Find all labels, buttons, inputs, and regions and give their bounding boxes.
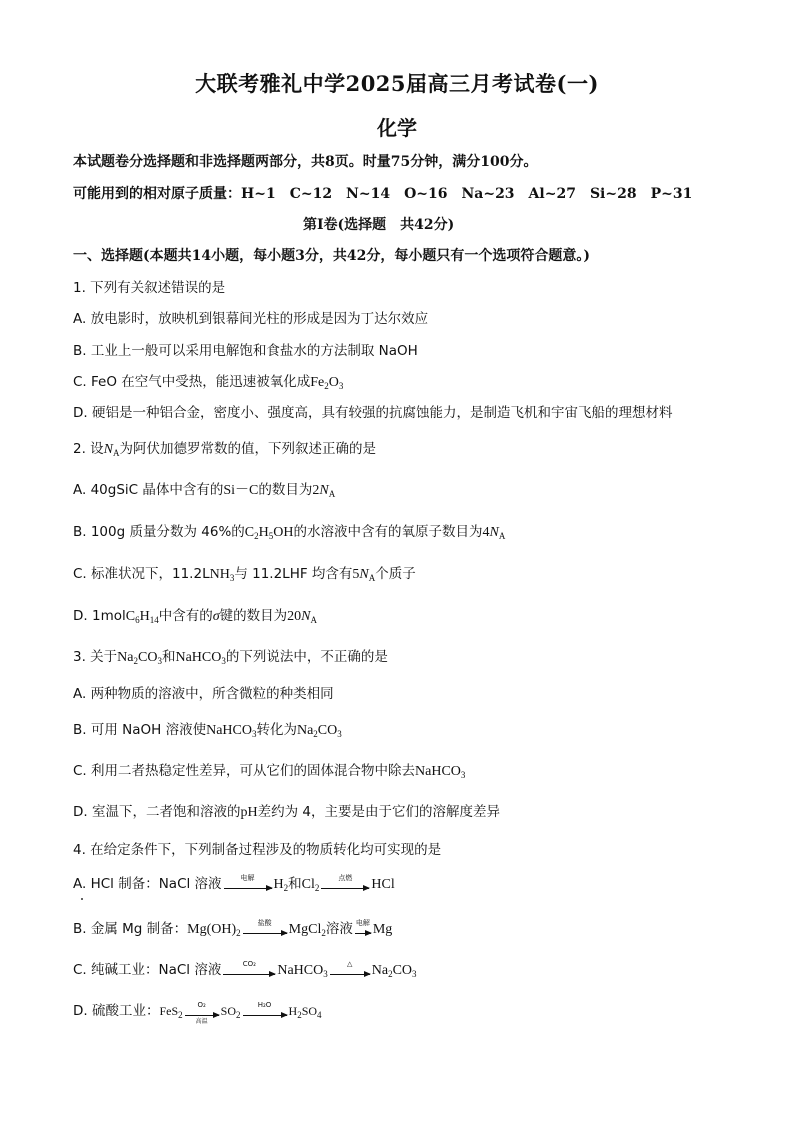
question-3-option-b: B. 可用 NaOH 溶液使NaHCO$_3$转化为$Na_2CO_3$ [73, 722, 342, 739]
exam-note: 本试题卷分选择题和非选择题两部分，共8页。时量75分钟，满分100分。 [73, 154, 538, 170]
stray-dot [81, 898, 83, 900]
question-4-option-c: C. 纯碱工业：NaCl 溶液 CO₂ NaHCO$_3$ △ $Na_2CO_3$ [73, 959, 417, 979]
question-2-option-b: B. 100g 质量分数为 46%的$C_2H_5OH$的水溶液中含有的氧原子数目为$4N_A$ [73, 524, 506, 541]
question-4-option-b: B. 金属 Mg 制备：$Mg(OH)_2$ 盐酸 MgCl$_2$溶液 电解 Mg [73, 918, 393, 938]
option-c-text: C. FeO 在空气中受热，能迅速被氧化成 [73, 374, 311, 390]
part-heading: 第Ⅰ卷(选择题 共42分) [303, 217, 455, 233]
exam-title: 大联考雅礼中学2025届高三月考试卷(一) [195, 71, 599, 96]
formula-fe2o3: $Fe_2O_3$ [310, 375, 344, 391]
question-1-option-a: A. 放电影时，放映机到银幕间光柱的形成是因为丁达尔效应 [73, 311, 429, 327]
question-1-stem: 1. 下列有关叙述错误的是 [73, 280, 226, 296]
question-4-option-a: A. HCl 制备：NaCl 溶液 电解 $H_2$和$Cl_2$ 点燃 HCl [73, 873, 395, 893]
atomic-mass-note: 可能用到的相对原子质量：H~1 C~12 N~14 O~16 Na~23 Al~27 Si~28 P~31 [73, 186, 693, 202]
question-2-stem: 2. 设$N_A$为阿伏加德罗常数的值，下列叙述正确的是 [73, 441, 377, 458]
question-3-option-c: C. 利用二者热稳定性差异，可从它们的固体混合物中除去NaHCO$_3$ [73, 763, 466, 780]
symbol-na: $N_A$ [103, 442, 120, 458]
question-3-option-d: D. 室温下，二者饱和溶液的pH差约为 4，主要是由于它们的溶解度差异 [73, 804, 500, 820]
question-2-option-c: C. 标准状况下，$11.2LNH_3$与 11.2LHF 均含有$5N_A$个质子 [73, 566, 416, 583]
question-2-option-a: A. 40gSiC 晶体中含有的Si－C的数目为$2N_A$ [73, 482, 336, 499]
question-3-option-a: A. 两种物质的溶液中，所含微粒的种类相同 [73, 686, 334, 702]
section-heading: 一、选择题(本题共14小题，每小题3分，共42分，每小题只有一个选项符合题意。) [73, 248, 590, 264]
question-1-option-b: B. 工业上一般可以采用电解饱和食盐水的方法制取 NaOH [73, 343, 418, 359]
question-4-stem: 4. 在给定条件下，下列制备过程涉及的物质转化均可实现的是 [73, 842, 442, 858]
question-3-stem: 3. 关于$Na_2CO_3$和NaHCO$_3$的下列说法中，不正确的是 [73, 649, 388, 666]
question-4-option-d: D. 硫酸工业：FeS$_2$ O₂ 高温 $SO_2$ H₂O $H_2SO_4$ [73, 1000, 322, 1025]
subject-title: 化学 [377, 116, 417, 140]
question-1-option-d: D. 硬铝是一种铝合金，密度小、强度高，具有较强的抗腐蚀能力，是制造飞机和宇宙飞船的理想材料 [73, 405, 673, 421]
question-1-option-c [73, 370, 343, 391]
question-2-option-d: D. $1molC_6H_{14}$中含有的σ键的数目为$20N_A$ [73, 608, 317, 625]
